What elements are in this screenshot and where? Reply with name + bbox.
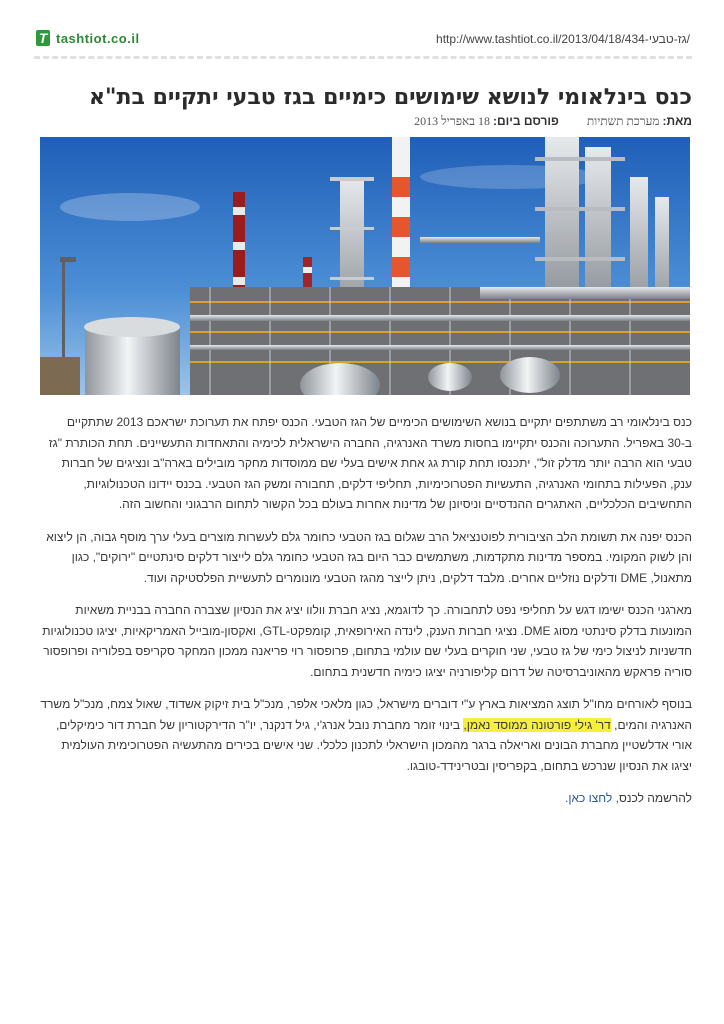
registration-text: להרשמה לכנס, xyxy=(612,791,692,805)
author-label: מאת: xyxy=(662,114,692,128)
paragraph-1: כנס בינלאומי רב משתתפים יתקיים בנושא השימושים הכימיים של הגז הטבעי. הכנס יפתח את תערוכת ישראכם 2013 שתתקיים ב-30 באפריל. התערוכה והכנס יתקיימו בחסות משרד האנרגיה, החברה הישראלית לכימיה והתאחדות התעשיינים. תחת הכותרת "גז טבעי הוא הרבה יותר מדלק זול", יתכנסו תחת קורת גג אחת אישים בעלי שם ממוסדות מחקר מובילים בארה"ב ונציגים של חברות ענק, הפעילות בתחומי האנרגיה, התעשיות הפטרוכימיות, תחליפי דלקים, תחבורה ומשק הגז הטבעי. בכנס יידונו הטכנולוגיות, התחשיבים הכלכליים, האתגרים ההנדסיים וניסיונן של מדינות אחרות בעולם בכל הקשור לתחום הרבגוני והחשוב הזה. xyxy=(48,415,692,511)
tashtiot-logo-icon: T xyxy=(36,30,50,46)
highlighted-text: דר' גילי פורטונה ממוסד נאמן, xyxy=(463,717,611,732)
page-url[interactable]: http://www.tashtiot.co.il/2013/04/18/גז-טבעי-434/ xyxy=(436,32,690,46)
paragraph-4-end: בינוי זומר מחברת נובל אנרג'י, גיל דנקנר, יו"ר הדירקטוריון של חברת דור כימיקלים, אורי אדלשטיין מחברת הבונים ואריאלה ברגר מהמכון הישראלי לתכנון כלכלי. שני אישים בכירים מהתעשיה הפטרוכימית העולמית יציגו את הנסיון שנרכש בתחום, בקפריסין ובטרינידד-טובגו. xyxy=(55,717,692,773)
paragraph-4 xyxy=(40,694,692,776)
article-body xyxy=(40,412,692,821)
article-meta xyxy=(414,114,692,129)
site-name: tashtiot.co.il xyxy=(56,30,140,46)
date-label: פורסם ביום: xyxy=(493,114,559,128)
header-divider xyxy=(34,56,692,59)
paragraph-5 xyxy=(40,788,692,809)
article-title: כנס בינלאומי לנושא שימושים כימיים בגז טבעי יתקיים בת"א xyxy=(88,85,692,110)
registration-link[interactable]: לחצו כאן. xyxy=(565,791,613,805)
paragraph-3: מארגני הכנס ישימו דגש על תחליפי נפט לתחבורה. כך לדוגמא, נציג חברת וולוו יציג את הנסיון שצברה החברה בבניית משאיות המונעות בדלק סינתטי מסוג DME. נציגי חברות הענק, לינדה האירופאית, קומפקט-GTL, ואקסון-מובייל האמריקאיות, יציגו טכנולוגיות חדשניות לניצול כימי של גז טבעי, שני חוקרים בעלי שם עולמי בתחום, פרופסור רוי פריאנה ממכון המחקר סקריפס בפלוריה ופרופסור סוריה פראקש מהאוניברסיטה של דרום קליפורניה יציגו כימיה חדשנית בתחום. xyxy=(42,603,692,679)
paragraph-4-start: בנוסף לאורחים מחו"ל תוצג המציאות בארץ ע"י דוברים מישראל, כגון מלאכי אלפר, מנכ"ל בית זיקוק אשדוד, שאול צמח, מנכ"ל משרד האנרגיה והמים, xyxy=(40,697,692,732)
author-name: מערכת תשתיות xyxy=(586,114,660,128)
refinery-photo xyxy=(40,137,690,395)
site-logo[interactable] xyxy=(36,30,140,46)
publish-date: 18 באפריל 2013 xyxy=(414,114,491,128)
page-header xyxy=(36,30,690,54)
paragraph-2: הכנס יפנה את תשומת הלב הציבורית לפוטנציאל הרב שגלום בגז הטבעי כחומר גלם לעשרות מוצרים בעלי ערך מוסף גבוה, הן ליצוא והן לשוק המקומי. במספר מדינות מתקדמות, משתמשים כבר היום בגז הטבעי כחומר גלם לייצור דלקים סינתטיים "ירוקים", כגון מתאנול, DME ודלקים נוזליים אחרים. מלבד דלקים, ניתן לייצר מהגז הטבעי מונומרים לתעשיית הפלסטיקה ועוד. xyxy=(46,529,692,585)
